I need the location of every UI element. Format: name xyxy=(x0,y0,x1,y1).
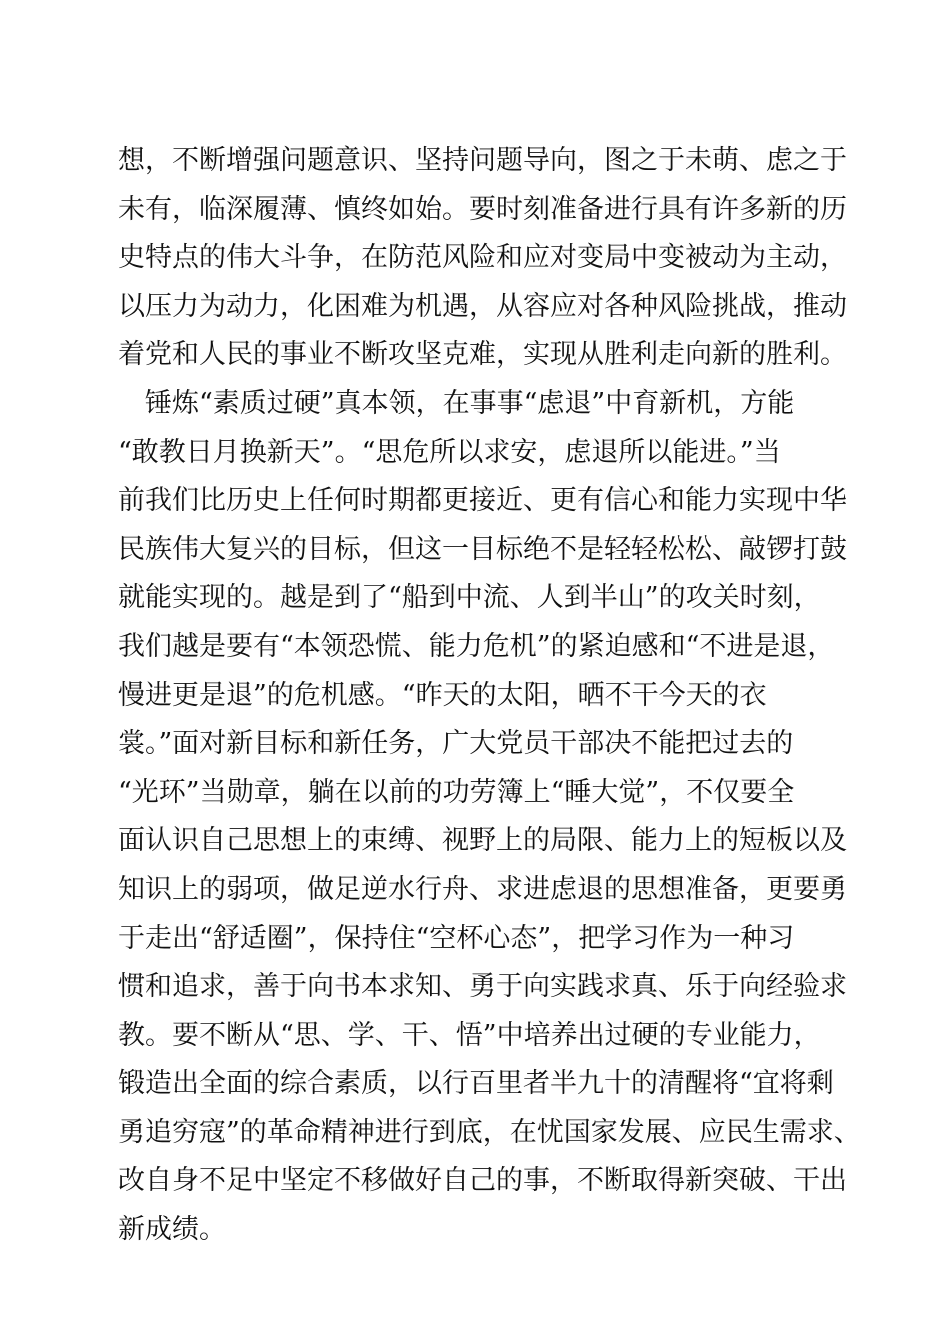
text-line: 想，不断增强问题意识、坚持问题导向，图之于未萌、虑之于 xyxy=(118,145,847,176)
text-line: 锻造出全面的综合素质，以行百里者半九十的清醒将“宜将剩 xyxy=(118,1068,834,1100)
text-line: 史特点的伟大斗争，在防范风险和应对变局中变被动为主动， xyxy=(118,242,847,274)
text-line: “敢教日月换新天”。“思危所以求安，虑退所以能进。”当 xyxy=(118,436,781,468)
text-line: 就能实现的。越是到了“船到中流、人到半山”的攻关时刻， xyxy=(118,582,821,614)
text-line: 锤炼“素质过硬”真本领，在事事“虑退”中育新机，方能 xyxy=(145,387,795,419)
text-line: 前我们比历史上任何时期都更接近、更有信心和能力实现中华 xyxy=(118,485,847,517)
text-line: 以压力为动力，化困难为机遇，从容应对各种风险挑战，推动 xyxy=(118,290,847,322)
text-line: “光环”当勋章，躺在以前的功劳簿上“睡大觉”，不仅要全 xyxy=(118,776,795,808)
text-line: 民族伟大复兴的目标，但这一目标绝不是轻轻松松、敲锣打鼓 xyxy=(118,533,847,565)
text-line: 我们越是要有“本领恐慌、能力危机”的紧迫感和“不进是退， xyxy=(118,630,835,662)
paragraph-2 xyxy=(118,380,861,1255)
text-line: 知识上的弱项，做足逆水行舟、求进虑退的思想准备，更要勇 xyxy=(118,873,847,905)
body-text xyxy=(118,137,861,1255)
text-line: 着党和人民的事业不断攻坚克难，实现从胜利走向新的胜利。 xyxy=(118,339,847,371)
text-line: 面认识自己思想上的束缚、视野上的局限、能力上的短板以及 xyxy=(118,825,847,857)
text-line: 慢进更是退”的危机感。“昨天的太阳，晒不干今天的衣 xyxy=(118,679,767,711)
text-line: 裳。”面对新目标和新任务，广大党员干部决不能把过去的 xyxy=(118,728,794,760)
text-line: 教。要不断从“思、学、干、悟”中培养出过硬的专业能力， xyxy=(118,1019,821,1051)
paragraph-1 xyxy=(118,137,847,380)
text-line: 未有，临深履薄、慎终如始。要时刻准备进行具有许多新的历 xyxy=(118,193,847,225)
text-line: 新成绩。 xyxy=(118,1214,226,1246)
text-line: 惯和追求，善于向书本求知、勇于向实践求真、乐于向经验求 xyxy=(118,971,847,1003)
text-line: 于走出“舒适圈”，保持住“空杯心态”，把学习作为一种习 xyxy=(118,922,795,954)
text-line: 改自身不足中坚定不移做好自己的事，不断取得新突破、干出 xyxy=(118,1165,847,1197)
text-line: 勇追穷寇”的革命精神进行到底，在忧国家发展、应民生需求、 xyxy=(118,1116,861,1148)
